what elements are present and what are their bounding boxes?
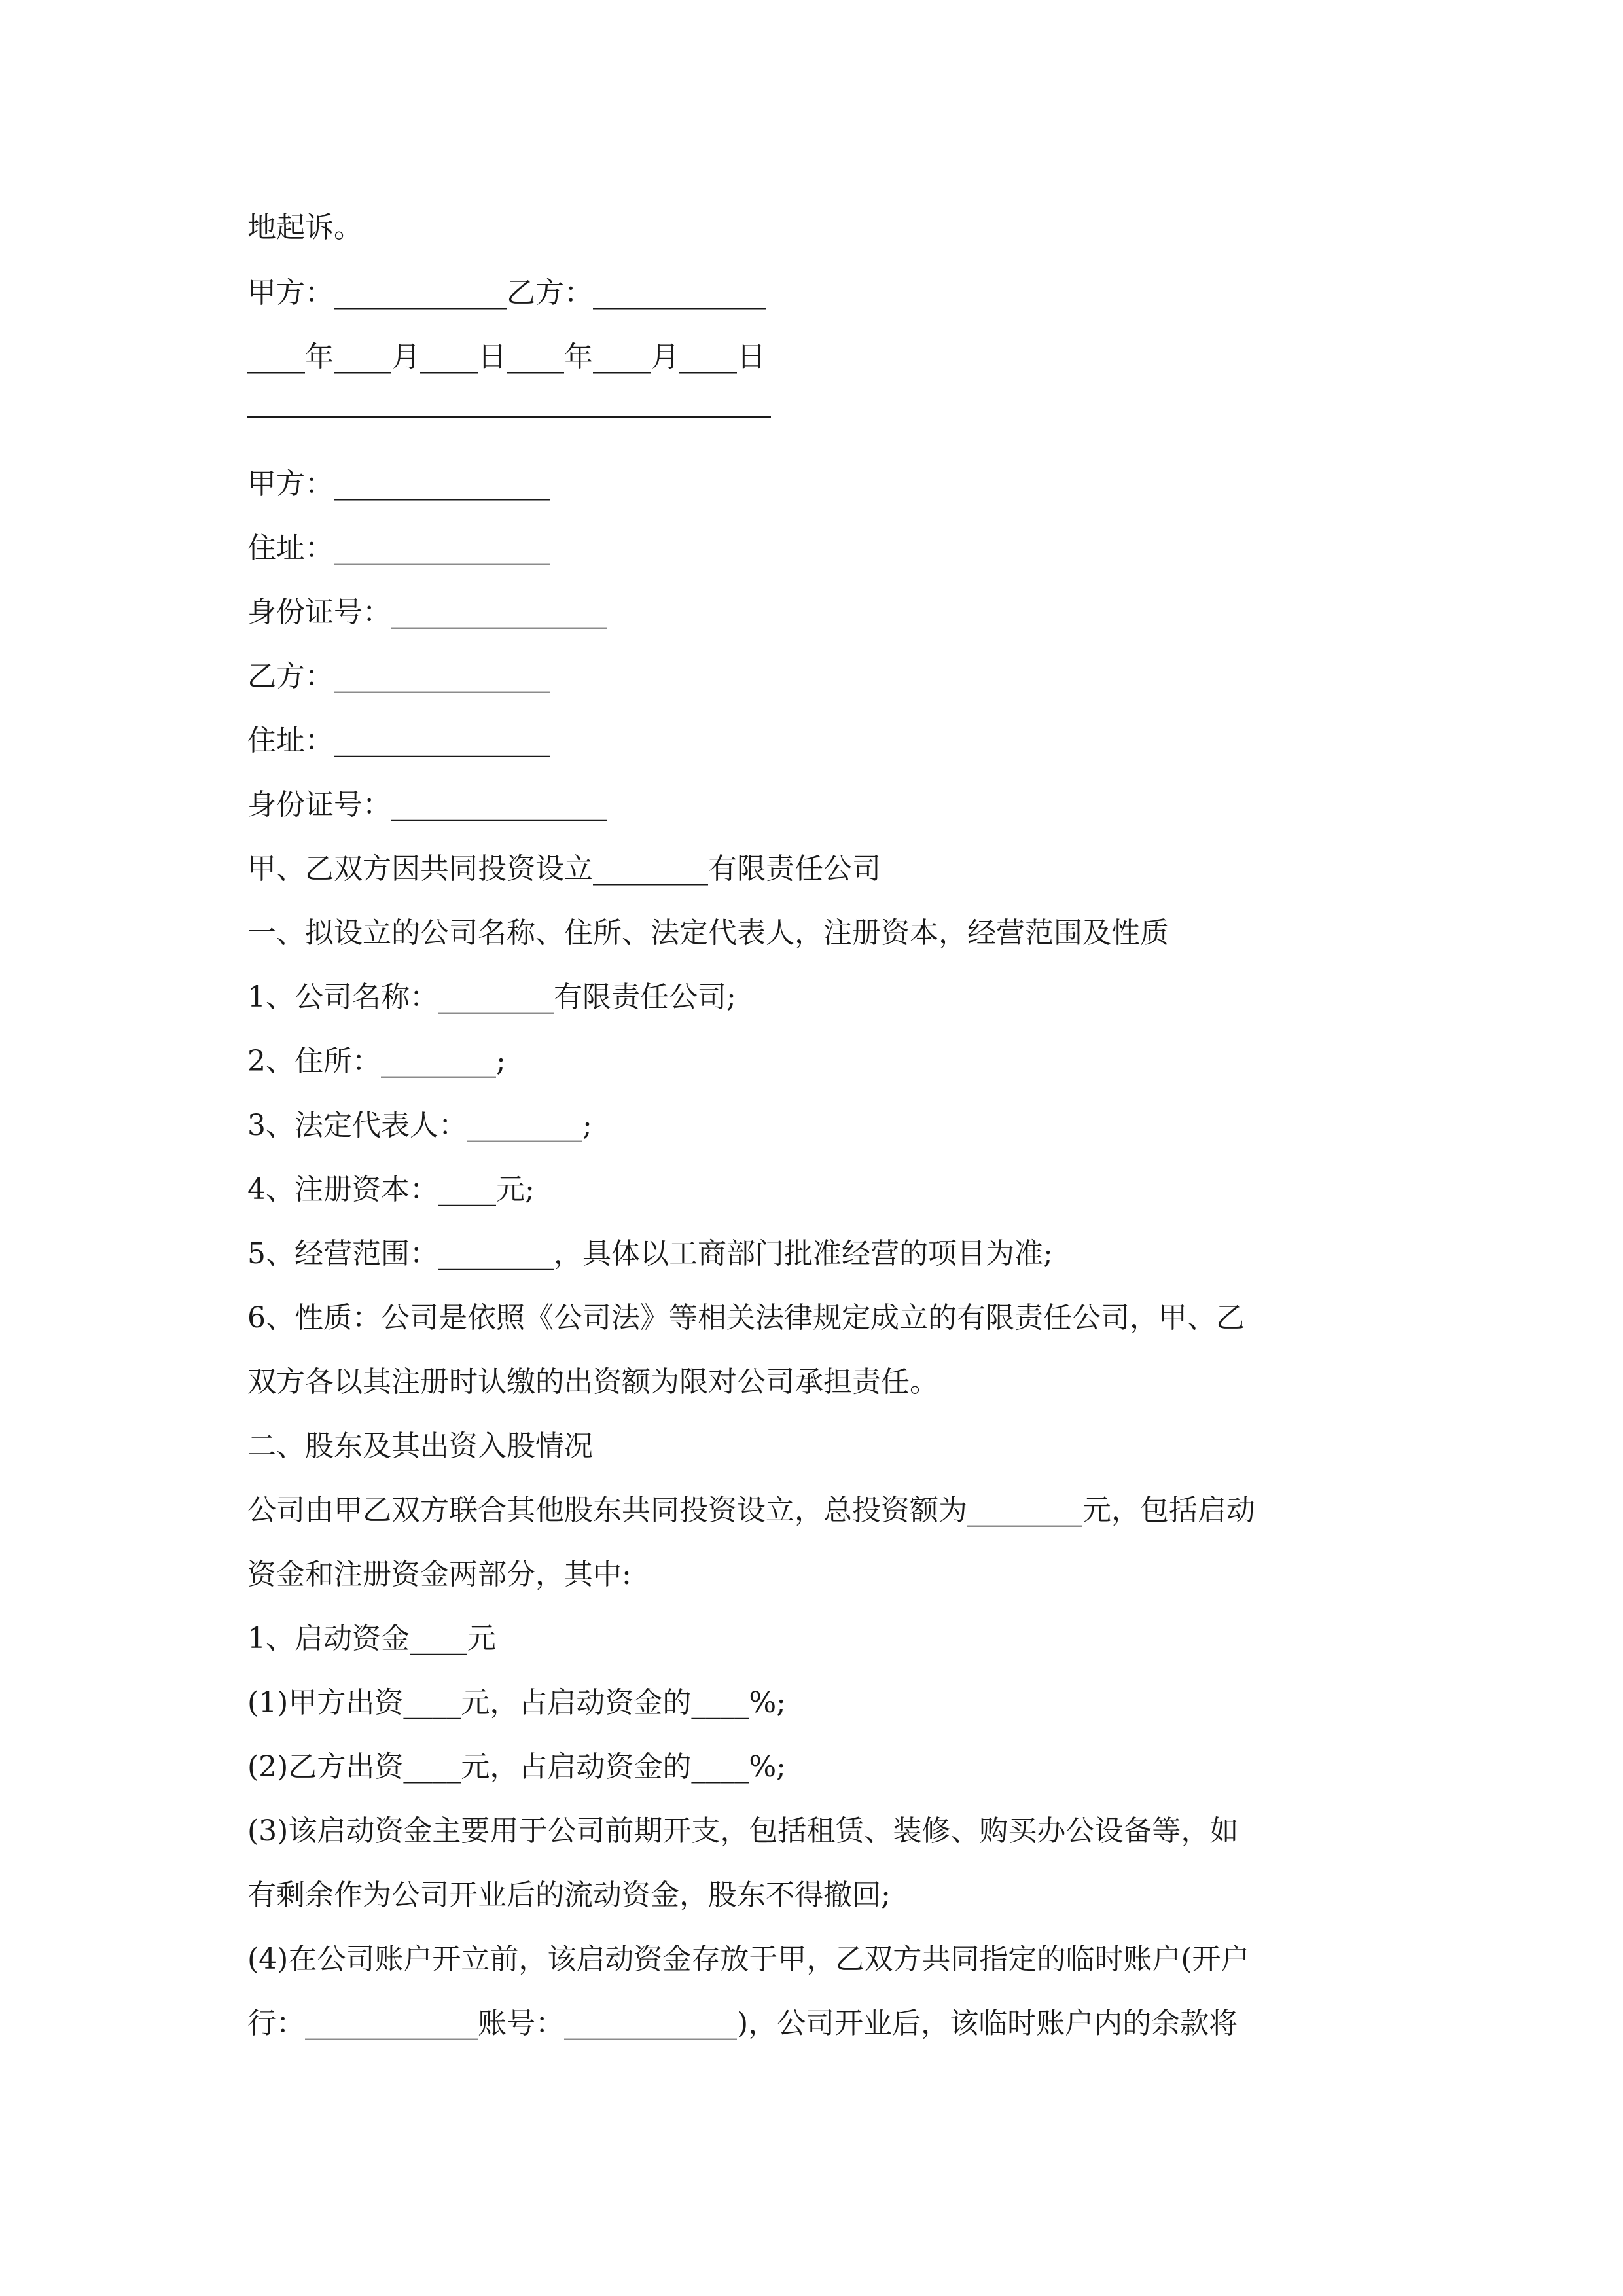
party-a-field: 甲方：_______________ xyxy=(247,467,550,501)
party-a-id-field: 身份证号：_______________ xyxy=(247,596,607,629)
text-line: 双方各以其注册时认缴的出资额为限对公司承担责任。 xyxy=(247,1365,938,1399)
text-line: 1、公司名称：________有限责任公司; xyxy=(247,980,736,1014)
text-line: 有剩余作为公司开业后的流动资金，股东不得撤回; xyxy=(247,1878,891,1912)
text-line: 2、住所：________; xyxy=(247,1045,506,1078)
section-divider xyxy=(247,416,771,418)
text-line: (3)该启动资金主要用于公司前期开支，包括租赁、装修、购买办公设备等，如 xyxy=(247,1814,1239,1848)
party-b-field: 乙方：_______________ xyxy=(247,660,550,693)
section-heading: 一、拟设立的公司名称、住所、法定代表人，注册资本，经营范围及性质 xyxy=(247,916,1169,950)
party-b-id-field: 身份证号：_______________ xyxy=(247,788,607,821)
text-line: 6、性质：公司是依照《公司法》等相关法律规定成立的有限责任公司，甲、乙 xyxy=(247,1301,1245,1335)
text-line: 甲、乙双方因共同投资设立________有限责任公司 xyxy=(247,852,881,886)
text-line: 3、法定代表人：________; xyxy=(247,1109,592,1142)
party-b-address-field: 住址：_______________ xyxy=(247,724,550,757)
text-line: (2)乙方出资____元，占启动资金的____%; xyxy=(247,1750,786,1784)
text-line: 资金和注册资金两部分，其中: xyxy=(247,1558,632,1591)
text-line: (4)在公司账户开立前，该启动资金存放于甲，乙双方共同指定的临时账户(开户 xyxy=(247,1943,1250,1976)
text-line: 4、注册资本：____元; xyxy=(247,1173,535,1206)
signature-line: 甲方：____________乙方：____________ xyxy=(247,276,766,310)
text-line: 地起诉。 xyxy=(247,211,363,244)
text-line: 1、启动资金____元 xyxy=(247,1622,496,1655)
text-line: 行：____________账号：____________)，公司开业后，该临时账户内的余款将 xyxy=(247,2007,1238,2040)
party-a-address-field: 住址：_______________ xyxy=(247,531,550,565)
date-line: ____年____月____日____年____月____日 xyxy=(247,340,766,374)
text-line: 5、经营范围：________，具体以工商部门批准经营的项目为准; xyxy=(247,1237,1053,1270)
text-line: 公司由甲乙双方联合其他股东共同投资设立，总投资额为________元，包括启动 xyxy=(247,1494,1255,1527)
text-line: (1)甲方出资____元，占启动资金的____%; xyxy=(247,1686,786,1719)
section-heading: 二、股东及其出资入股情况 xyxy=(247,1429,593,1463)
